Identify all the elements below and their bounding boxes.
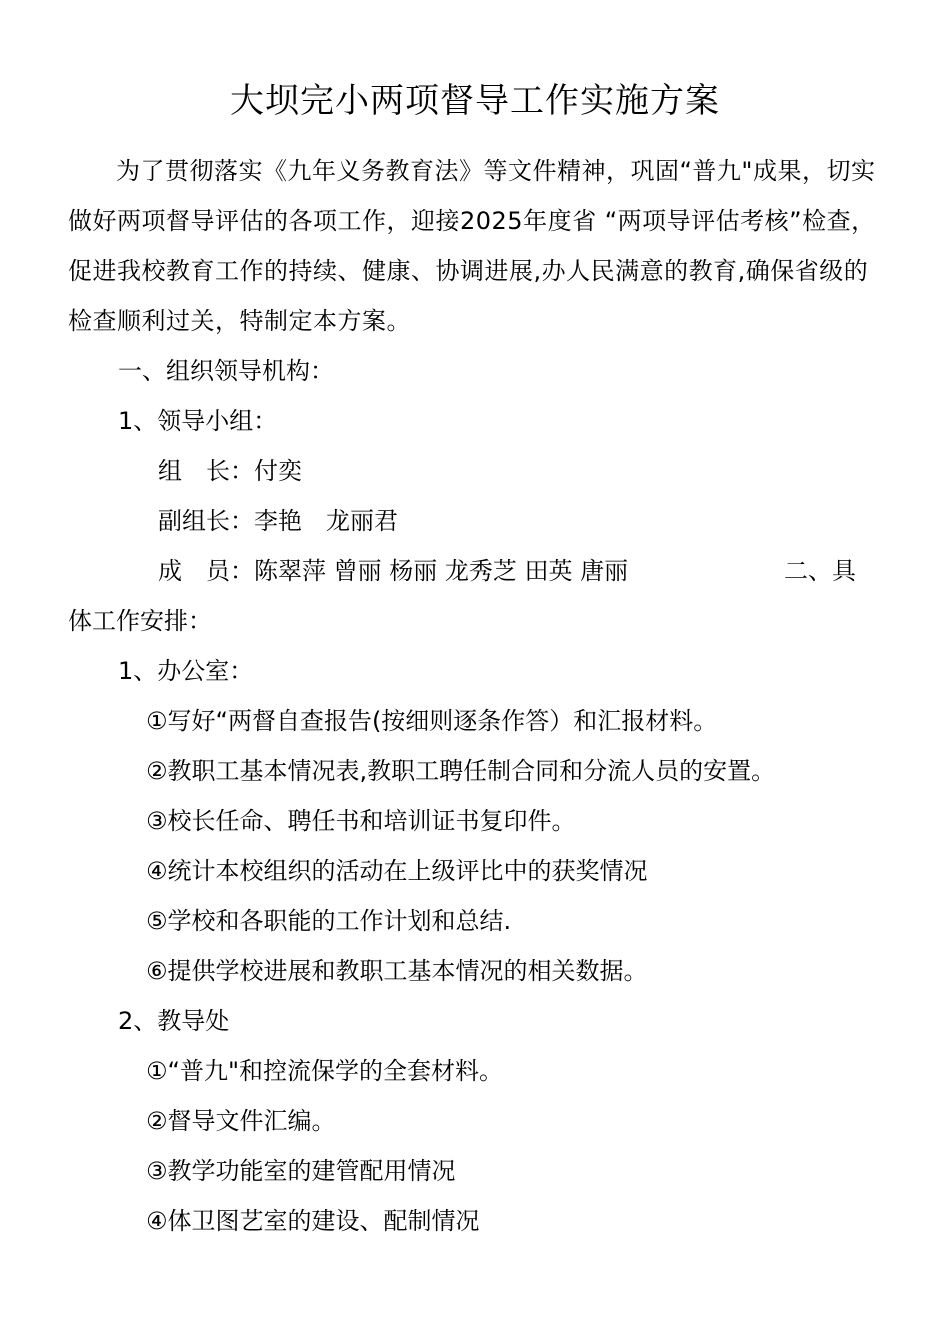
academic-item: ②督导文件汇编。	[146, 1107, 336, 1135]
leadership-group-heading: 1、领导小组：	[118, 407, 278, 435]
office-heading: 1、办公室：	[118, 657, 254, 685]
deputy-leader-line: 副组长：李艳 龙丽君	[158, 507, 398, 535]
academic-item: ①“普九"和控流保学的全套材料。	[146, 1057, 503, 1085]
academic-item: ④体卫图艺室的建设、配制情况	[146, 1207, 480, 1235]
academic-office-heading: 2、教导处	[118, 1007, 230, 1035]
page-title: 大坝完小两项督导工作实施方案	[230, 81, 720, 121]
office-item: ②教职工基本情况表,教职工聘任制合同和分流人员的安置。	[146, 757, 776, 785]
academic-item: ③教学功能室的建管配用情况	[146, 1157, 456, 1185]
section2-heading-start: 二、具	[784, 557, 856, 585]
office-item: ⑥提供学校进展和教职工基本情况的相关数据。	[146, 957, 648, 985]
group-leader-line: 组 长：付奕	[158, 457, 302, 485]
office-item: ①写好“两督自查报告(按细则逐条作答）和汇报材料。	[146, 707, 718, 735]
section1-heading: 一、组织领导机构：	[118, 357, 334, 385]
section2-heading-end: 体工作安排：	[68, 607, 212, 635]
intro-paragraph: 为了贯彻落实《九年义务教育法》等文件精神，巩固“普九"成果，切实做好两项督导评估的各项工作，迎接2025年度省 “两项导评估考核”检查，促进我校教育工作的持续、健康、协调进展,办人民满意的教育,确保省级的检查顺利过关，特制定本方案。	[68, 157, 876, 335]
office-item: ③校长任命、聘任书和培训证书复印件。	[146, 807, 576, 835]
office-item: ④统计本校组织的活动在上级评比中的获奖情况	[146, 857, 648, 885]
members-line: 成 员：陈翠萍 曾丽 杨丽 龙秀芝 田英 唐丽	[158, 557, 629, 585]
office-item: ⑤学校和各职能的工作计划和总结.	[146, 907, 512, 935]
